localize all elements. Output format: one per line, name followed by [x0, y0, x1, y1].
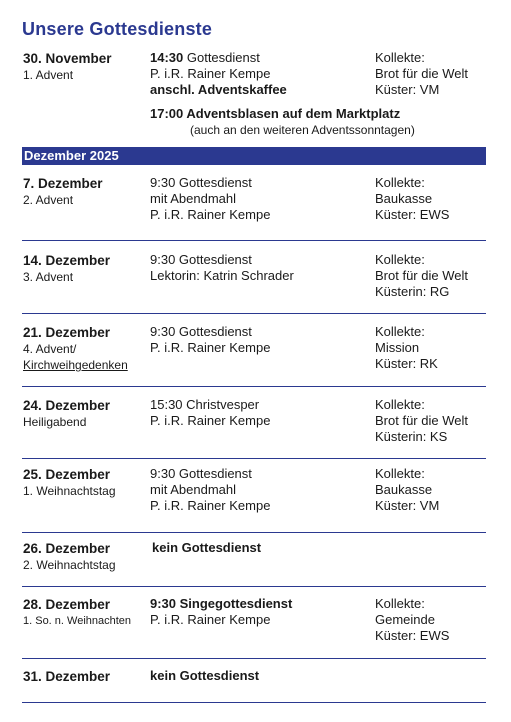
- entry-service-column: [152, 540, 377, 556]
- divider: [22, 586, 486, 587]
- entry-occasion: 1. So. n. Weihnachten: [23, 615, 132, 627]
- entry-service-line: 9:30 Gottesdienst: [150, 324, 252, 339]
- collection-purpose: Brot für die Welt: [375, 66, 468, 81]
- month-banner: Dezember 2025: [22, 147, 486, 165]
- entry-pastor: P. i.R. Rainer Kempe: [150, 66, 271, 81]
- entry-service-line: mit Abendmahl: [150, 482, 236, 497]
- entry-service-line: 15:30 Christvesper: [150, 397, 260, 412]
- entry-collection-column: [375, 596, 505, 644]
- entry-date-column: [23, 596, 153, 629]
- entry-date-column: [23, 397, 153, 430]
- entry-collection-column: [375, 324, 505, 372]
- note-text: 17:00 Adventsblasen auf dem Marktplatz: [150, 106, 401, 121]
- entry-extra: anschl. Adventskaffee: [150, 82, 287, 97]
- divider: [22, 313, 486, 314]
- advent-brass-note: [150, 106, 490, 138]
- entry-pastor: P. i.R. Rainer Kempe: [150, 612, 271, 627]
- sexton: Küsterin: KS: [375, 429, 448, 444]
- entry-pastor: P. i.R. Rainer Kempe: [150, 413, 271, 428]
- collection-label: Kollekte:: [375, 252, 425, 267]
- entry-service-column: [150, 466, 375, 514]
- entry-service-column: [150, 324, 375, 356]
- collection-purpose: Baukasse: [375, 482, 433, 497]
- divider: [22, 702, 486, 703]
- sexton: Küsterin: RG: [375, 284, 450, 299]
- collection-label: Kollekte:: [375, 50, 425, 65]
- entry-collection-column: [375, 175, 505, 223]
- entry-service-column: [150, 668, 375, 684]
- entry-service-column: [150, 175, 375, 223]
- entry-occasion: 1. Advent: [23, 68, 74, 82]
- no-service-text: kein Gottesdienst: [152, 540, 262, 555]
- sexton: Küster: RK: [375, 356, 438, 371]
- collection-label: Kollekte:: [375, 596, 425, 611]
- entry-pastor: P. i.R. Rainer Kempe: [150, 498, 271, 513]
- entry-occasion: 4. Advent/: [23, 342, 77, 356]
- entry-collection-column: [375, 252, 505, 300]
- entry-occasion: Heiligabend: [23, 415, 87, 429]
- entry-date-column: [23, 252, 153, 285]
- sexton: Küster: EWS: [375, 207, 450, 222]
- entry-service-time: 14:30: [150, 50, 184, 65]
- collection-label: Kollekte:: [375, 175, 425, 190]
- entry-occasion: Kirchweihgedenken: [23, 358, 128, 372]
- entry-date: 24. Dezember: [23, 398, 111, 413]
- collection-purpose: Mission: [375, 340, 420, 355]
- divider: [22, 240, 486, 241]
- entry-service-line: 9:30 Gottesdienst: [150, 175, 252, 190]
- entry-service-line: 14:30 Gottesdienst: [150, 50, 260, 65]
- entry-date: 14. Dezember: [23, 253, 111, 268]
- entry-date: 26. Dezember: [23, 541, 111, 556]
- collection-label: Kollekte:: [375, 397, 425, 412]
- entry-occasion: 1. Weihnachtstag: [23, 484, 116, 498]
- collection-purpose: Brot für die Welt: [375, 413, 468, 428]
- entry-occasion: 2. Advent: [23, 193, 74, 207]
- collection-label: Kollekte:: [375, 466, 425, 481]
- no-service-text: kein Gottesdienst: [150, 668, 260, 683]
- divider: [22, 458, 486, 459]
- entry-collection-column: [375, 466, 505, 514]
- entry-date: 30. November: [23, 51, 112, 66]
- sexton: Küster: EWS: [375, 628, 450, 643]
- entry-date-column: [23, 668, 153, 685]
- entry-service-column: [150, 50, 375, 98]
- entry-date-column: [23, 50, 153, 83]
- entry-service-line: 9:30 Singegottesdienst: [150, 596, 293, 611]
- entry-date-column: [23, 540, 153, 573]
- entry-occasion: 3. Advent: [23, 270, 74, 284]
- page-title: Unsere Gottesdienste: [22, 19, 213, 39]
- entry-date: 7. Dezember: [23, 176, 103, 191]
- note-subtext: (auch an den weiteren Adventssonntagen): [190, 123, 415, 137]
- entry-service-column: [150, 397, 375, 429]
- entry-date: 25. Dezember: [23, 467, 111, 482]
- sexton: Küster: VM: [375, 82, 440, 97]
- collection-purpose: Baukasse: [375, 191, 433, 206]
- entry-pastor: P. i.R. Rainer Kempe: [150, 207, 271, 222]
- collection-purpose: Brot für die Welt: [375, 268, 468, 283]
- entry-pastor: P. i.R. Rainer Kempe: [150, 340, 271, 355]
- entry-date-column: [23, 324, 153, 373]
- entry-service-line: 9:30 Gottesdienst: [150, 252, 252, 267]
- collection-label: Kollekte:: [375, 324, 425, 339]
- entry-service-column: [150, 596, 375, 628]
- entry-service-line: 9:30 Gottesdienst: [150, 466, 252, 481]
- entry-service-column: [150, 252, 375, 284]
- divider: [22, 658, 486, 659]
- entry-date-column: [23, 466, 153, 499]
- entry-occasion: 2. Weihnachtstag: [23, 558, 116, 572]
- entry-date-column: [23, 175, 153, 208]
- sexton: Küster: VM: [375, 498, 440, 513]
- collection-purpose: Gemeinde: [375, 612, 435, 627]
- entry-date: 21. Dezember: [23, 325, 111, 340]
- entry-collection-column: [375, 397, 505, 445]
- divider: [22, 532, 486, 533]
- entry-lector: Lektorin: Katrin Schrader: [150, 268, 294, 283]
- entry-date: 28. Dezember: [23, 597, 111, 612]
- divider: [22, 386, 486, 387]
- entry-service-line: mit Abendmahl: [150, 191, 236, 206]
- entry-date: 31. Dezember: [23, 669, 111, 684]
- entry-collection-column: [375, 50, 505, 98]
